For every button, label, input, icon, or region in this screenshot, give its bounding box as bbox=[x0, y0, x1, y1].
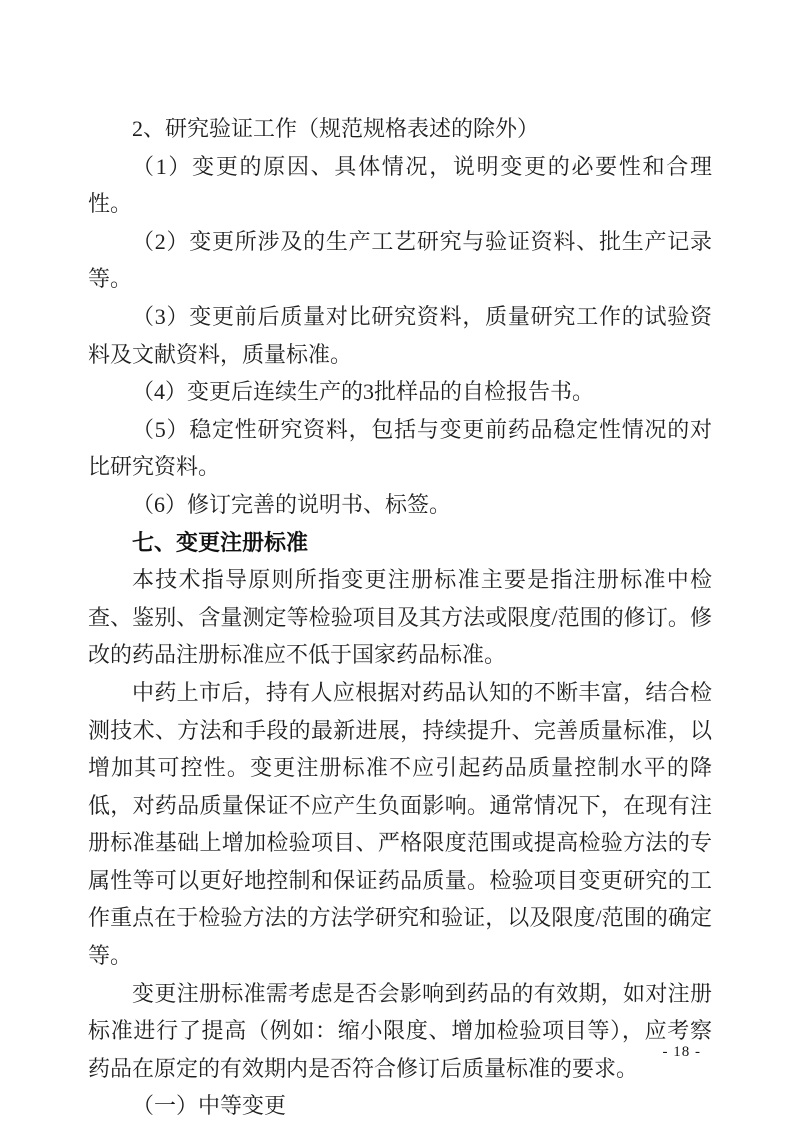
numbered-item-3: （3）变更前后质量对比研究资料，质量研究工作的试验资料及文献资料，质量标准。 bbox=[88, 303, 712, 367]
section-heading-7: 七、变更注册标准 bbox=[132, 529, 309, 555]
item-heading-2: 2、研究验证工作（规范规格表述的除外） bbox=[132, 116, 540, 141]
subsection-heading-1: （一）中等变更 bbox=[132, 1093, 287, 1119]
body-paragraph-3: 变更注册标准需考虑是否会影响到药品的有效期，如对注册标准进行了提高（例如：缩小限度、增加检验项目等），应考察药品在原定的有效期内是否符合修订后质量标准的要求。 bbox=[88, 980, 712, 1081]
page-number: - 18 - bbox=[662, 1044, 701, 1060]
numbered-item-5: （5）稳定性研究资料，包括与变更前药品稳定性情况的对比研究资料。 bbox=[88, 416, 712, 480]
body-paragraph-1: 本技术指导原则所指变更注册标准主要是指注册标准中检查、鉴别、含量测定等检验项目及其方法或限度/范围的修订。修改的药品注册标准应不低于国家药品标准。 bbox=[88, 567, 712, 668]
numbered-item-6: （6）修订完善的说明书、标签。 bbox=[132, 491, 452, 517]
numbered-item-4: （4）变更后连续生产的3批样品的自检报告书。 bbox=[132, 379, 595, 405]
document-body bbox=[88, 110, 712, 1125]
numbered-item-2: （2）变更所涉及的生产工艺研究与验证资料、批生产记录等。 bbox=[88, 228, 712, 292]
numbered-item-1: （1）变更的原因、具体情况，说明变更的必要性和合理性。 bbox=[88, 153, 712, 217]
body-paragraph-2: 中药上市后，持有人应根据对药品认知的不断丰富，结合检测技术、方法和手段的最新进展，持续提升、完善质量标准，以增加其可控性。变更注册标准不应引起药品质量控制水平的降低，对药品质量保证不应产生负面影响。通常情况下，在现有注册标准基础上增加检验项目、严格限度范围或提高检验方法的专属性等可以更好地控制和保证药品质量。检验项目变更研究的工作重点在于检验方法的方法学研究和验证，以及限度/范围的确定等。 bbox=[88, 679, 712, 969]
